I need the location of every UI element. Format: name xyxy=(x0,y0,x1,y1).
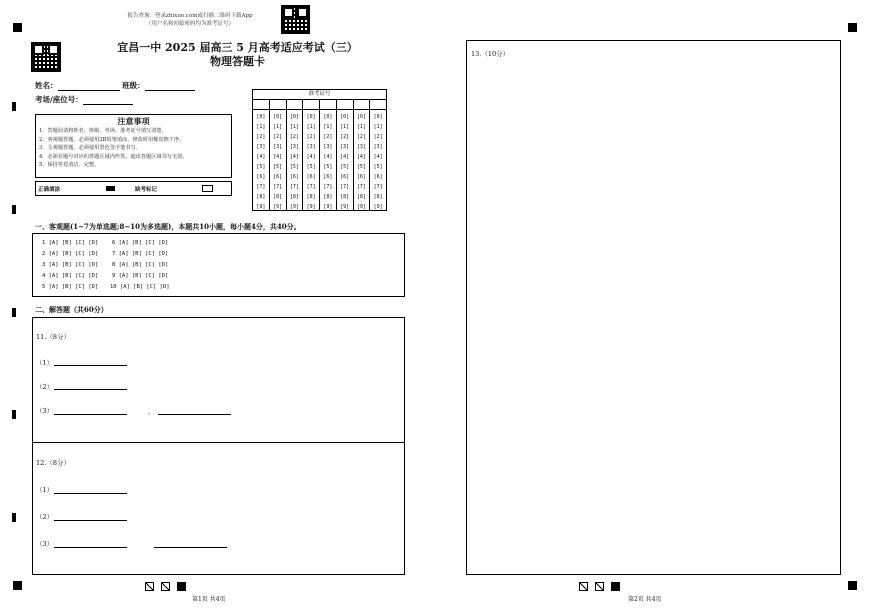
exam-id-bubble[interactable]: [5] xyxy=(289,164,299,170)
q13-label: 13.（10分） xyxy=(471,50,510,58)
exam-id-bubble[interactable]: [8] xyxy=(256,194,266,200)
notice-item: 5．保持答卷清洁、完整。 xyxy=(39,162,100,168)
q12-part1-line[interactable] xyxy=(54,492,127,494)
question-divider xyxy=(33,442,404,443)
exam-id-bubble[interactable]: [6] xyxy=(306,174,316,180)
exam-id-bubble[interactable]: [9] xyxy=(256,204,266,210)
notice-item: 3．主观题答题，必须使用黑色签字笔书写。 xyxy=(39,145,141,151)
exam-id-bubble[interactable]: [7] xyxy=(256,184,266,190)
exam-id-bubble[interactable]: [4] xyxy=(256,154,266,160)
report-query-note xyxy=(120,12,260,28)
page-marker-icon xyxy=(579,582,588,591)
q12-part2-line[interactable] xyxy=(54,519,127,521)
corner-mark-top-left xyxy=(13,23,22,32)
exam-id-bubble[interactable]: [3] xyxy=(323,144,333,150)
q12-part1-label: （1） xyxy=(36,486,54,494)
exam-id-header: 准考证号 xyxy=(253,90,386,100)
exam-id-bubble[interactable]: [0] xyxy=(373,114,383,120)
exam-id-bubble[interactable]: [1] xyxy=(289,124,299,130)
room-label: 考场/座位号： xyxy=(35,95,83,104)
exam-id-bubble[interactable]: [4] xyxy=(273,154,283,160)
exam-id-bubble[interactable]: [7] xyxy=(373,184,383,190)
q11-part3-line-b[interactable] xyxy=(158,413,231,415)
exam-id-bubble[interactable]: [3] xyxy=(289,144,299,150)
q11-part3-comma: ， xyxy=(148,407,155,415)
absent-mark-label: 缺考标记 xyxy=(135,187,158,193)
exam-id-column xyxy=(270,110,287,211)
q11-part3-label: （3） xyxy=(36,407,54,415)
exam-id-bubble[interactable]: [3] xyxy=(256,144,266,150)
mc-question[interactable]: 2 [A] [B] [C] [D] xyxy=(42,251,99,257)
exam-id-bubble[interactable]: [1] xyxy=(323,124,333,130)
mc-question[interactable]: 10 [A] [B] [C] [D] xyxy=(110,284,170,290)
class-line xyxy=(145,82,195,91)
room-line xyxy=(83,96,133,105)
timing-mark xyxy=(12,513,16,522)
exam-id-bubble[interactable]: [2] xyxy=(273,134,283,140)
exam-id-bubble[interactable]: [2] xyxy=(356,134,366,140)
exam-id-bubble[interactable]: [5] xyxy=(273,164,283,170)
exam-id-bubble[interactable]: [5] xyxy=(340,164,350,170)
page-marker-icon xyxy=(177,582,186,591)
exam-id-column xyxy=(370,110,386,211)
exam-id-column xyxy=(354,110,371,211)
q11-part3-line-a[interactable] xyxy=(54,413,127,415)
exam-id-bubble[interactable]: [9] xyxy=(273,204,283,210)
mc-question[interactable]: 9 [A] [B] [C] [D] xyxy=(112,273,169,279)
exam-id-column xyxy=(253,110,270,211)
exam-id-bubble[interactable]: [7] xyxy=(356,184,366,190)
exam-id-bubble[interactable]: [7] xyxy=(289,184,299,190)
exam-id-bubble[interactable]: [6] xyxy=(289,174,299,180)
exam-id-bubble[interactable]: [9] xyxy=(289,204,299,210)
timing-mark xyxy=(12,205,16,214)
report-query-line2: （用户名和初始密码均为准考证号） xyxy=(145,21,234,27)
exam-id-bubbles[interactable] xyxy=(253,110,386,211)
notice-item: 2．客观题答题，必须使用2B铅笔填涂，修改时用橡皮擦干净。 xyxy=(39,136,185,143)
exam-id-bubble[interactable]: [0] xyxy=(289,114,299,120)
title-line1: 宜昌一中 2025 届高三 5 月高考适应考试（三） xyxy=(117,41,358,54)
page-marker-icon xyxy=(161,582,170,591)
class-label: 班级： xyxy=(122,81,145,90)
name-field[interactable] xyxy=(35,80,195,91)
q11-part1-line[interactable] xyxy=(54,364,127,366)
notice-title: 注意事项 xyxy=(117,116,150,126)
exam-id-bubble[interactable]: [1] xyxy=(373,124,383,130)
page-marker-icon xyxy=(145,582,154,591)
subjective-answer-box[interactable] xyxy=(32,317,405,575)
section1-title: 一、客观题(1~7为单选题;8~10为多选题)，本题共10小题，每小题4分，共40分。 xyxy=(35,222,301,231)
exam-id-bubble[interactable]: [4] xyxy=(373,154,383,160)
exam-id-write-row[interactable] xyxy=(253,100,386,110)
exam-id-column xyxy=(303,110,320,211)
exam-id-bubble[interactable]: [4] xyxy=(356,154,366,160)
exam-id-bubble[interactable]: [7] xyxy=(273,184,283,190)
q12-label: 12.（8分） xyxy=(36,459,70,467)
q11-part1-label: （1） xyxy=(36,359,54,367)
report-query-line1: 报告查询：登录zhixue.com或扫描二维码下载App xyxy=(127,13,253,19)
exam-id-bubble[interactable]: [3] xyxy=(373,144,383,150)
mc-question[interactable]: 4 [A] [B] [C] [D] xyxy=(42,273,99,279)
exam-id-bubble[interactable]: [7] xyxy=(340,184,350,190)
page-number: 第2页 共4页 xyxy=(628,596,662,603)
q12-part3-line-b[interactable] xyxy=(154,546,227,548)
q12-part3-label: （3） xyxy=(36,540,54,548)
mc-question[interactable]: 3 [A] [B] [C] [D] xyxy=(42,262,99,268)
objective-answer-box xyxy=(32,233,405,297)
exam-id-bubble[interactable]: [6] xyxy=(256,174,266,180)
exam-id-bubble[interactable]: [9] xyxy=(340,204,350,210)
exam-id-bubble[interactable]: [3] xyxy=(306,144,316,150)
exam-id-bubble[interactable]: [3] xyxy=(273,144,283,150)
exam-id-bubble[interactable]: [9] xyxy=(356,204,366,210)
exam-id-column xyxy=(320,110,337,211)
exam-id-bubble[interactable]: [1] xyxy=(256,124,266,130)
exam-id-bubble[interactable]: [8] xyxy=(289,194,299,200)
qr-code-icon xyxy=(281,5,310,34)
exam-id-bubble[interactable]: [5] xyxy=(256,164,266,170)
mc-question[interactable]: 5 [A] [B] [C] [D] xyxy=(42,284,99,290)
qr-code-icon xyxy=(31,42,61,72)
page-title xyxy=(95,41,380,69)
q12-part3-line-a[interactable] xyxy=(54,546,127,548)
q12-part2-label: （2） xyxy=(36,513,54,521)
name-line xyxy=(58,82,120,91)
exam-id-bubble[interactable]: [8] xyxy=(306,194,316,200)
exam-id-column xyxy=(287,110,304,211)
timing-mark xyxy=(12,410,16,419)
exam-id-bubble[interactable]: [1] xyxy=(306,124,316,130)
exam-id-bubble[interactable]: [0] xyxy=(323,114,333,120)
title-line2: 物理答题卡 xyxy=(210,55,265,68)
exam-id-bubble[interactable]: [6] xyxy=(340,174,350,180)
notice-item: 1．答题前请将姓名、班级、考场、准考证号填写清楚。 xyxy=(39,128,167,134)
timing-mark xyxy=(12,308,16,317)
exam-id-bubble[interactable]: [1] xyxy=(273,124,283,130)
exam-id-bubble[interactable]: [0] xyxy=(306,114,316,120)
q11-label: 11.（8分） xyxy=(36,333,70,341)
exam-id-bubble[interactable]: [2] xyxy=(289,134,299,140)
exam-id-bubble[interactable]: [5] xyxy=(306,164,316,170)
exam-id-bubble[interactable]: [6] xyxy=(373,174,383,180)
exam-id-bubble[interactable]: [1] xyxy=(356,124,366,130)
exam-id-grid xyxy=(252,89,387,211)
corner-mark-bottom-left xyxy=(13,581,22,590)
section2-title: 二、解答题（共60分） xyxy=(35,305,108,314)
room-field[interactable] xyxy=(35,94,133,105)
legend-box xyxy=(35,181,232,196)
exam-id-bubble[interactable]: [4] xyxy=(306,154,316,160)
page-marker-icon xyxy=(595,582,604,591)
page-marker-icon xyxy=(611,582,620,591)
q11-part2-line[interactable] xyxy=(54,388,127,390)
mc-question[interactable]: 1 [A] [B] [C] [D] xyxy=(42,240,99,246)
exam-id-bubble[interactable]: [4] xyxy=(323,154,333,160)
exam-id-bubble[interactable]: [2] xyxy=(340,134,350,140)
exam-id-bubble[interactable]: [9] xyxy=(373,204,383,210)
exam-id-bubble[interactable]: [8] xyxy=(340,194,350,200)
exam-id-column xyxy=(337,110,354,211)
exam-id-bubble[interactable]: [0] xyxy=(256,114,266,120)
exam-id-bubble[interactable]: [9] xyxy=(306,204,316,210)
exam-id-bubble[interactable]: [6] xyxy=(323,174,333,180)
exam-id-bubble[interactable]: [8] xyxy=(273,194,283,200)
mc-question[interactable]: 6 [A] [B] [C] [D] xyxy=(112,240,169,246)
exam-id-bubble[interactable]: [5] xyxy=(356,164,366,170)
exam-id-bubble[interactable]: [5] xyxy=(323,164,333,170)
exam-id-bubble[interactable]: [4] xyxy=(340,154,350,160)
exam-id-bubble[interactable]: [2] xyxy=(306,134,316,140)
absent-mark-checkbox[interactable] xyxy=(202,185,213,192)
corner-mark-bottom-right xyxy=(848,581,857,590)
exam-id-bubble[interactable]: [0] xyxy=(340,114,350,120)
exam-id-bubble[interactable]: [2] xyxy=(256,134,266,140)
page-number: 第1页 共4页 xyxy=(192,596,226,603)
exam-id-bubble[interactable]: [8] xyxy=(323,194,333,200)
q13-answer-box[interactable] xyxy=(466,40,841,575)
exam-id-bubble[interactable]: [0] xyxy=(356,114,366,120)
exam-id-bubble[interactable]: [6] xyxy=(356,174,366,180)
exam-id-bubble[interactable]: [2] xyxy=(323,134,333,140)
exam-id-bubble[interactable]: [2] xyxy=(373,134,383,140)
timing-mark xyxy=(12,102,16,111)
mc-question[interactable]: 7 [A] [B] [C] [D] xyxy=(112,251,169,257)
exam-id-bubble[interactable]: [9] xyxy=(323,204,333,210)
exam-id-bubble[interactable]: [3] xyxy=(340,144,350,150)
name-label: 姓名： xyxy=(35,81,58,90)
mc-question[interactable]: 8 [A] [B] [C] [D] xyxy=(112,262,169,268)
exam-id-bubble[interactable]: [5] xyxy=(373,164,383,170)
exam-id-bubble[interactable]: [7] xyxy=(306,184,316,190)
correct-fill-label: 正确填涂 xyxy=(38,187,61,193)
exam-id-bubble[interactable]: [0] xyxy=(273,114,283,120)
exam-id-bubble[interactable]: [8] xyxy=(356,194,366,200)
exam-id-bubble[interactable]: [3] xyxy=(356,144,366,150)
notice-item: 4．必须在题号对应的答题区域内作答，超出答题区域书写无效。 xyxy=(39,153,188,160)
notice-box xyxy=(35,114,232,178)
correct-fill-sample-icon xyxy=(106,186,115,191)
exam-id-bubble[interactable]: [4] xyxy=(289,154,299,160)
exam-id-bubble[interactable]: [8] xyxy=(373,194,383,200)
exam-id-bubble[interactable]: [7] xyxy=(323,184,333,190)
exam-id-bubble[interactable]: [1] xyxy=(340,124,350,130)
exam-id-bubble[interactable]: [6] xyxy=(273,174,283,180)
corner-mark-top-right xyxy=(848,23,857,32)
q11-part2-label: （2） xyxy=(36,383,54,391)
